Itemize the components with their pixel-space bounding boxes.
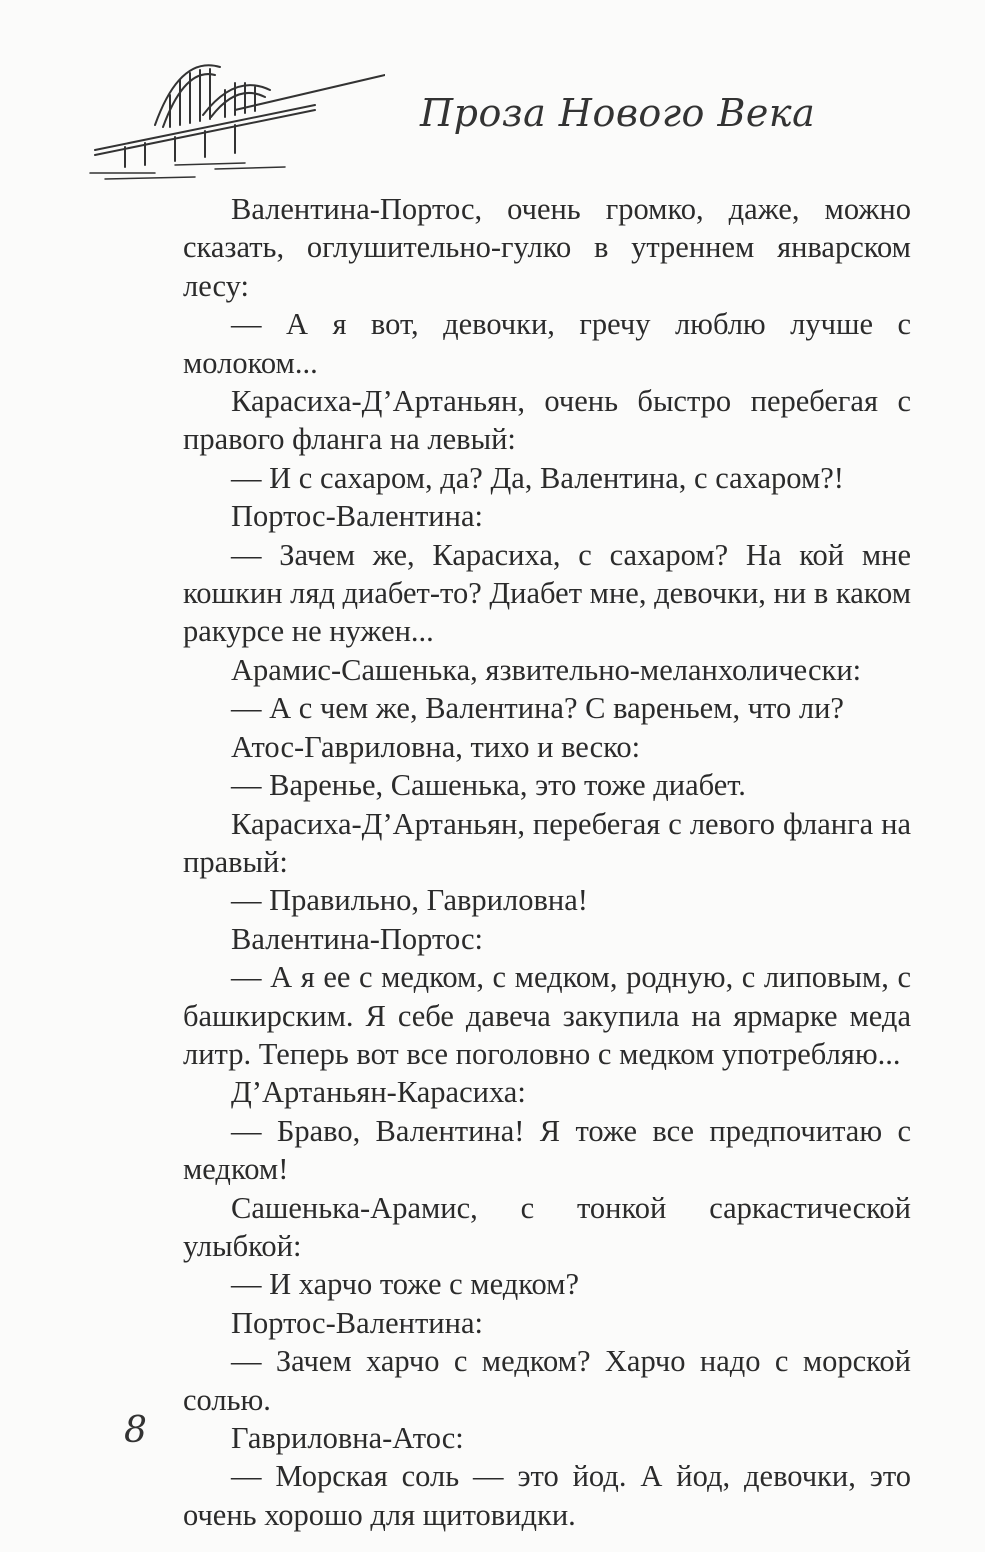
page-header [85,55,816,205]
paragraph: Портос-Валентина: [231,1305,483,1340]
paragraph: — Варенье, Сашенька, это тоже диабет. [231,768,746,803]
paragraph: — А я ее с медком, с медком, родную, с липовым, с башкирским. Я себе давеча закупила на ярмарке меда литр. Теперь вот все поголовно с медком употребляю... [183,960,911,1071]
paragraph: — Зачем же, Карасиха, с сахаром? На кой мне кошкин ляд диабет-то? Диабет мне, девочки, ни в каком ракурсе не нужен... [183,537,911,649]
page-number: 8 [124,1410,147,1451]
paragraph: Арамис-Сашенька, язвительно-меланхолически: [231,652,862,687]
paragraph: — А с чем же, Валентина? С вареньем, что ли? [231,691,844,726]
paragraph: Карасиха-Д’Артаньян, очень быстро перебегая с правого фланга на левый: [183,384,911,457]
paragraph: Карасиха-Д’Артаньян, перебегая с левого фланга на правый: [183,806,911,879]
paragraph: Валентина-Портос, очень громко, даже, можно сказать, оглушительно-гулко в утреннем январском лесу: [183,192,911,303]
paragraph: Сашенька-Арамис, с тонкой саркастической улыбкой: [183,1190,911,1263]
paragraph: — Правильно, Гавриловна! [231,883,588,918]
paragraph: — И харчо тоже с медком? [231,1267,580,1302]
paragraph: Д’Артаньян-Карасиха: [231,1075,526,1110]
paragraph: — Морская соль — это йод. А йод, девочки, это очень хорошо для щитовидки. [183,1459,911,1532]
paragraph: — Браво, Валентина! Я тоже все предпочитаю с медком! [183,1113,911,1187]
bridge-sketch-icon [85,55,385,185]
paragraph: Гавриловна-Атос: [231,1421,464,1455]
paragraph: — Зачем харчо с медком? Харчо надо с морской солью. [183,1344,911,1417]
paragraph: Портос-Валентина: [231,499,483,534]
main-text [183,190,911,1534]
paragraph: Валентина-Портос: [231,921,483,956]
series-title: Проза Нового Века [420,91,816,135]
paragraph: — А я вот, девочки, гречу люблю лучше с молоком... [183,307,911,380]
paragraph: — И с сахаром, да? Да, Валентина, с сахаром?! [231,460,844,495]
paragraph: Атос-Гавриловна, тихо и веско: [231,729,641,764]
